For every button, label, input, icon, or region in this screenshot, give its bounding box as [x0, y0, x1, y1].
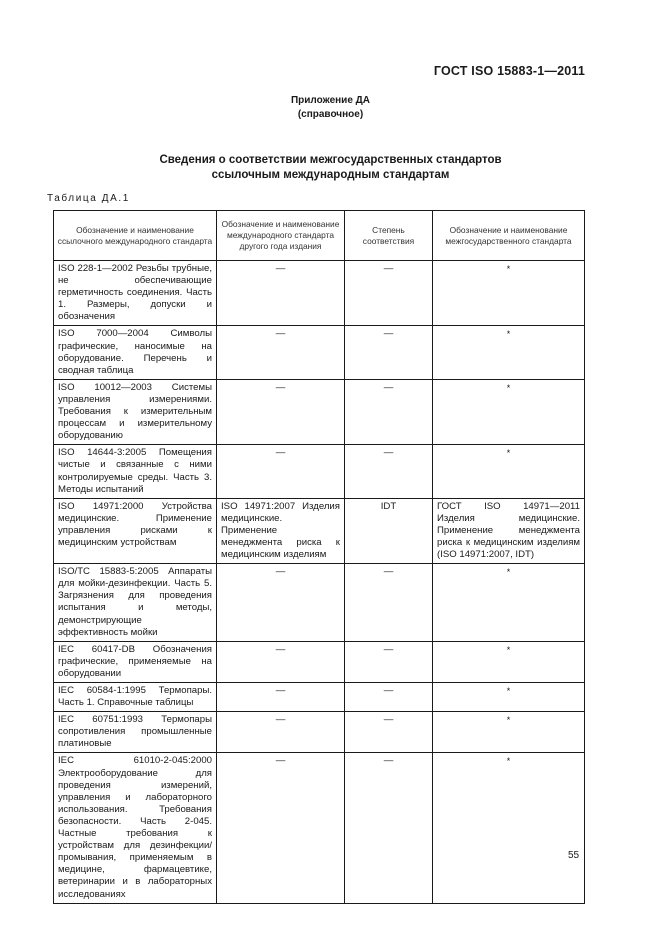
- page-number: 55: [568, 850, 580, 861]
- table-row: [54, 379, 585, 444]
- table-row: [54, 564, 585, 642]
- interstate-standard-cell: *: [433, 379, 585, 444]
- other-edition-cell: —: [217, 445, 345, 498]
- correspondence-table: [53, 210, 585, 904]
- degree-cell: —: [345, 261, 433, 326]
- section-heading: [0, 153, 661, 183]
- table-row: [54, 326, 585, 379]
- degree-cell: —: [345, 564, 433, 642]
- interstate-standard-cell: *: [433, 564, 585, 642]
- table-row: [54, 683, 585, 712]
- interstate-standard-cell: *: [433, 683, 585, 712]
- interstate-standard-cell: *: [433, 753, 585, 903]
- ref-standard-cell: ISO 228-1—2002 Резьбы трубные, не обеспечивающие герметичность соединения. Часть 1. Размеры, допуски и обозначения: [54, 261, 217, 326]
- table-row: [54, 445, 585, 498]
- ref-standard-cell: IEC 61010-2-045:2000 Электрооборудование для проведения измерений, управления и лабораторного использования. Требования безопасности. Часть 2-045. Частные требования к устройствам для дезинфекции/промывания, применяемым в медицине, фармацевтике, ветеринарии и в лабораторных исследованиях: [54, 753, 217, 903]
- other-edition-cell: —: [217, 683, 345, 712]
- degree-cell: —: [345, 683, 433, 712]
- table-header-row: [54, 211, 585, 261]
- other-edition-cell: —: [217, 712, 345, 753]
- table-row: [54, 712, 585, 753]
- other-edition-cell: —: [217, 261, 345, 326]
- interstate-standard-cell: *: [433, 445, 585, 498]
- degree-cell: —: [345, 641, 433, 682]
- ref-standard-cell: IEC 60751:1993 Термопары сопротивления промышленные платиновые: [54, 712, 217, 753]
- degree-cell: —: [345, 326, 433, 379]
- degree-cell: —: [345, 753, 433, 903]
- degree-cell: —: [345, 712, 433, 753]
- interstate-standard-cell: *: [433, 326, 585, 379]
- table-row: [54, 261, 585, 326]
- table-row: [54, 498, 585, 563]
- ref-standard-cell: ISO 14971:2000 Устройства медицинские. Применение управления рисками к медицинским устройствам: [54, 498, 217, 563]
- other-edition-cell: —: [217, 753, 345, 903]
- table-row: [54, 753, 585, 903]
- degree-cell: —: [345, 445, 433, 498]
- degree-cell: —: [345, 379, 433, 444]
- column-header: Степень соответствия: [345, 211, 433, 261]
- other-edition-cell: —: [217, 326, 345, 379]
- other-edition-cell: ISO 14971:2007 Изделия медицинские. Применение менеджмента риска к медицинским изделиям: [217, 498, 345, 563]
- appendix-subtitle: (справочное): [297, 109, 364, 120]
- other-edition-cell: —: [217, 564, 345, 642]
- table-row: [54, 641, 585, 682]
- other-edition-cell: —: [217, 641, 345, 682]
- other-edition-cell: —: [217, 379, 345, 444]
- document-code: ГОСТ ISO 15883-1—2011: [433, 64, 585, 78]
- ref-standard-cell: ISO 10012—2003 Системы управления измерениями. Требования к измерительным процессам и измерительному оборудованию: [54, 379, 217, 444]
- interstate-standard-cell: *: [433, 641, 585, 682]
- heading-line-2: ссылочным международным стандартам: [211, 169, 450, 181]
- appendix-title: Приложение ДА: [290, 95, 371, 106]
- ref-standard-cell: IEC 60584-1:1995 Термопары. Часть 1. Справочные таблицы: [54, 683, 217, 712]
- ref-standard-cell: ISO 7000—2004 Символы графические, наносимые на оборудование. Перечень и сводная таблица: [54, 326, 217, 379]
- ref-standard-cell: ISO/TC 15883-5:2005 Аппараты для мойки-дезинфекции. Часть 5. Загрязнения для проведения испытания и методы, демонстрирующие эффективность мойки: [54, 564, 217, 642]
- interstate-standard-cell: *: [433, 261, 585, 326]
- interstate-standard-cell: ГОСТ ISO 14971—2011 Изделия медицинские. Применение менеджмента риска к медицинским изделиям (ISO 14971:2007, IDT): [433, 498, 585, 563]
- ref-standard-cell: IEC 60417-DB Обозначения графические, применяемые на оборудовании: [54, 641, 217, 682]
- column-header: Обозначение и наименование международного стандарта другого года издания: [217, 211, 345, 261]
- degree-cell: IDT: [345, 498, 433, 563]
- table-label: Таблица ДА.1: [47, 193, 130, 204]
- heading-line-1: Сведения о соответствии межгосударственных стандартов: [159, 154, 502, 166]
- column-header: Обозначение и наименование межгосударственного стандарта: [433, 211, 585, 261]
- ref-standard-cell: ISO 14644-3:2005 Помещения чистые и связанные с ними контролируемые среды. Часть 3. Методы испытаний: [54, 445, 217, 498]
- column-header: Обозначение и наименование ссылочного международного стандарта: [54, 211, 217, 261]
- appendix-block: [0, 94, 661, 122]
- interstate-standard-cell: *: [433, 712, 585, 753]
